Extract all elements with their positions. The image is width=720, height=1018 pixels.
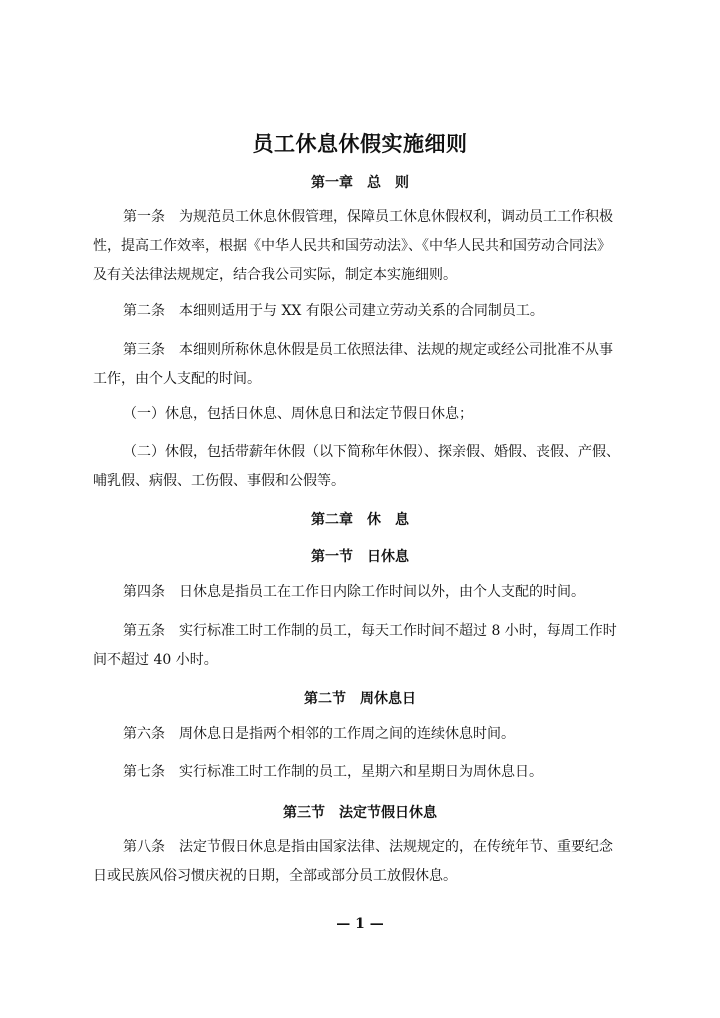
article-1 bbox=[93, 203, 633, 290]
section-name: 周休息日 bbox=[360, 691, 416, 707]
article-line: 为规范员工休息休假管理，保障员工休息休假权利，调动员工工作积极 bbox=[179, 209, 613, 225]
article-6 bbox=[93, 720, 633, 749]
document-title: 员工休息休假实施细则 bbox=[252, 132, 468, 156]
article-number: 第五条 bbox=[123, 623, 165, 639]
article-number: 第二条 bbox=[123, 303, 165, 319]
article-5 bbox=[93, 617, 633, 675]
article-4 bbox=[93, 578, 633, 607]
chapter-2-heading bbox=[0, 509, 720, 529]
article-line: 日休息是指员工在工作日内除工作时间以外，由个人支配的时间。 bbox=[179, 584, 585, 600]
item-1 bbox=[93, 400, 633, 429]
chapter-name: 休 息 bbox=[367, 512, 409, 528]
page-number: — 1 — bbox=[336, 916, 384, 932]
section-3-heading bbox=[0, 802, 720, 822]
article-line: 实行标准工时工作制的员工，星期六和星期日为周休息日。 bbox=[179, 764, 543, 780]
chapter-name: 总 则 bbox=[367, 175, 409, 191]
article-number: 第四条 bbox=[123, 584, 165, 600]
item-line: （二）休假，包括带薪年休假（以下简称年休假）、探亲假、婚假、丧假、产假、 bbox=[123, 444, 620, 460]
section-1-heading bbox=[0, 546, 720, 566]
item-line: 哺乳假、病假、工伤假、事假和公假等。 bbox=[93, 473, 345, 489]
article-line: 日或民族风俗习惯庆祝的日期，全部或部分员工放假休息。 bbox=[93, 868, 457, 884]
section-label: 第三节 bbox=[283, 805, 325, 821]
article-number: 第三条 bbox=[123, 342, 165, 358]
article-2 bbox=[93, 297, 633, 326]
item-line: （一）休息，包括日休息、周休息日和法定节假日休息； bbox=[123, 406, 473, 422]
chapter-1-heading bbox=[0, 172, 720, 192]
section-label: 第一节 bbox=[311, 549, 353, 565]
article-line: 工作，由个人支配的时间。 bbox=[93, 371, 261, 387]
section-name: 日休息 bbox=[367, 549, 409, 565]
article-number: 第一条 bbox=[123, 209, 165, 225]
article-line: 周休息日是指两个相邻的工作周之间的连续休息时间。 bbox=[179, 726, 515, 742]
article-7 bbox=[93, 758, 633, 787]
article-number: 第六条 bbox=[123, 726, 165, 742]
article-number: 第八条 bbox=[123, 839, 165, 855]
article-line: 本细则所称休息休假是员工依照法律、法规的规定或经公司批准不从事 bbox=[179, 342, 613, 358]
article-line: 实行标准工时工作制的员工，每天工作时间不超过 8 小时，每周工作时 bbox=[179, 623, 617, 639]
article-line: 间不超过 40 小时。 bbox=[93, 652, 218, 668]
chapter-label: 第二章 bbox=[311, 512, 353, 528]
article-line: 性，提高工作效率，根据《中华人民共和国劳动法》、《中华人民共和国劳动合同法》 bbox=[93, 238, 611, 254]
article-line: 法定节假日休息是指由国家法律、法规规定的，在传统年节、重要纪念 bbox=[179, 839, 613, 855]
section-2-heading bbox=[0, 688, 720, 708]
article-number: 第七条 bbox=[123, 764, 165, 780]
article-8 bbox=[93, 833, 633, 891]
article-line: 及有关法律法规规定，结合我公司实际，制定本实施细则。 bbox=[93, 267, 457, 283]
chapter-label: 第一章 bbox=[311, 175, 353, 191]
item-2 bbox=[93, 438, 633, 496]
section-name: 法定节假日休息 bbox=[339, 805, 437, 821]
article-line: 本细则适用于与 XX 有限公司建立劳动关系的合同制员工。 bbox=[179, 303, 544, 319]
section-label: 第二节 bbox=[304, 691, 346, 707]
article-3 bbox=[93, 336, 633, 394]
